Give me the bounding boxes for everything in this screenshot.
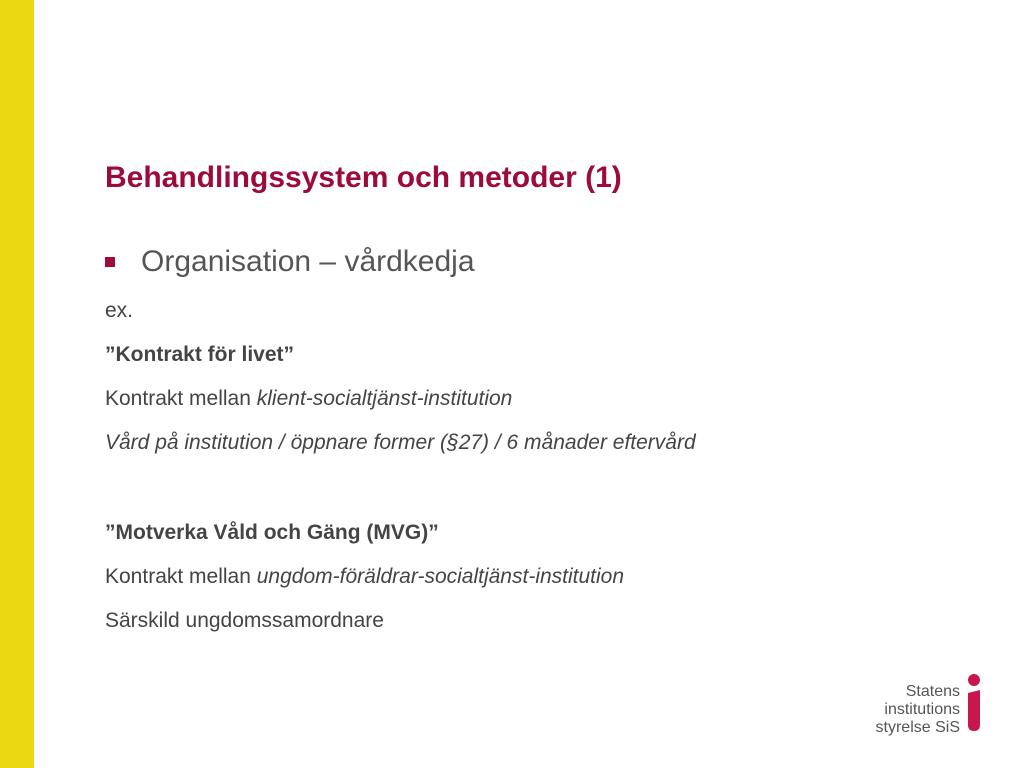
contract-2-line (105, 562, 624, 592)
contract-1-line (105, 384, 512, 414)
contract-for-life-heading: ”Kontrakt för livet” (105, 343, 295, 366)
contract-1-prefix: Kontrakt mellan (105, 387, 257, 410)
sis-logo (876, 673, 984, 737)
contract-1-parties: klient-socialtjänst-institution (256, 387, 513, 410)
logo-text (876, 683, 960, 737)
mvg-heading: ”Motverka Våld och Gäng (MVG)” (105, 521, 439, 544)
care-line: Vård på institution / öppnare former (§27) / 6 månader eftervård (105, 431, 696, 454)
logo-line-3: styrelse SiS (875, 719, 960, 736)
bullet-text: Organisation – vårdkedja (141, 245, 475, 278)
square-bullet-icon (105, 257, 115, 267)
slide-title: Behandlingssystem och metoder (1) (105, 161, 622, 194)
yellow-side-bar (0, 0, 34, 768)
example-label: ex. (105, 299, 134, 322)
logo-line-1: Statens (905, 683, 960, 700)
bullet-organisation (105, 242, 475, 282)
contract-2-prefix: Kontrakt mellan (105, 565, 257, 588)
contract-2-parties: ungdom-föräldrar-socialtjänst-institution (256, 565, 625, 588)
coordinator-line: Särskild ungdomssamordnare (105, 609, 384, 632)
sis-i-logo-icon (964, 673, 984, 735)
logo-line-2: institutions (884, 701, 960, 718)
